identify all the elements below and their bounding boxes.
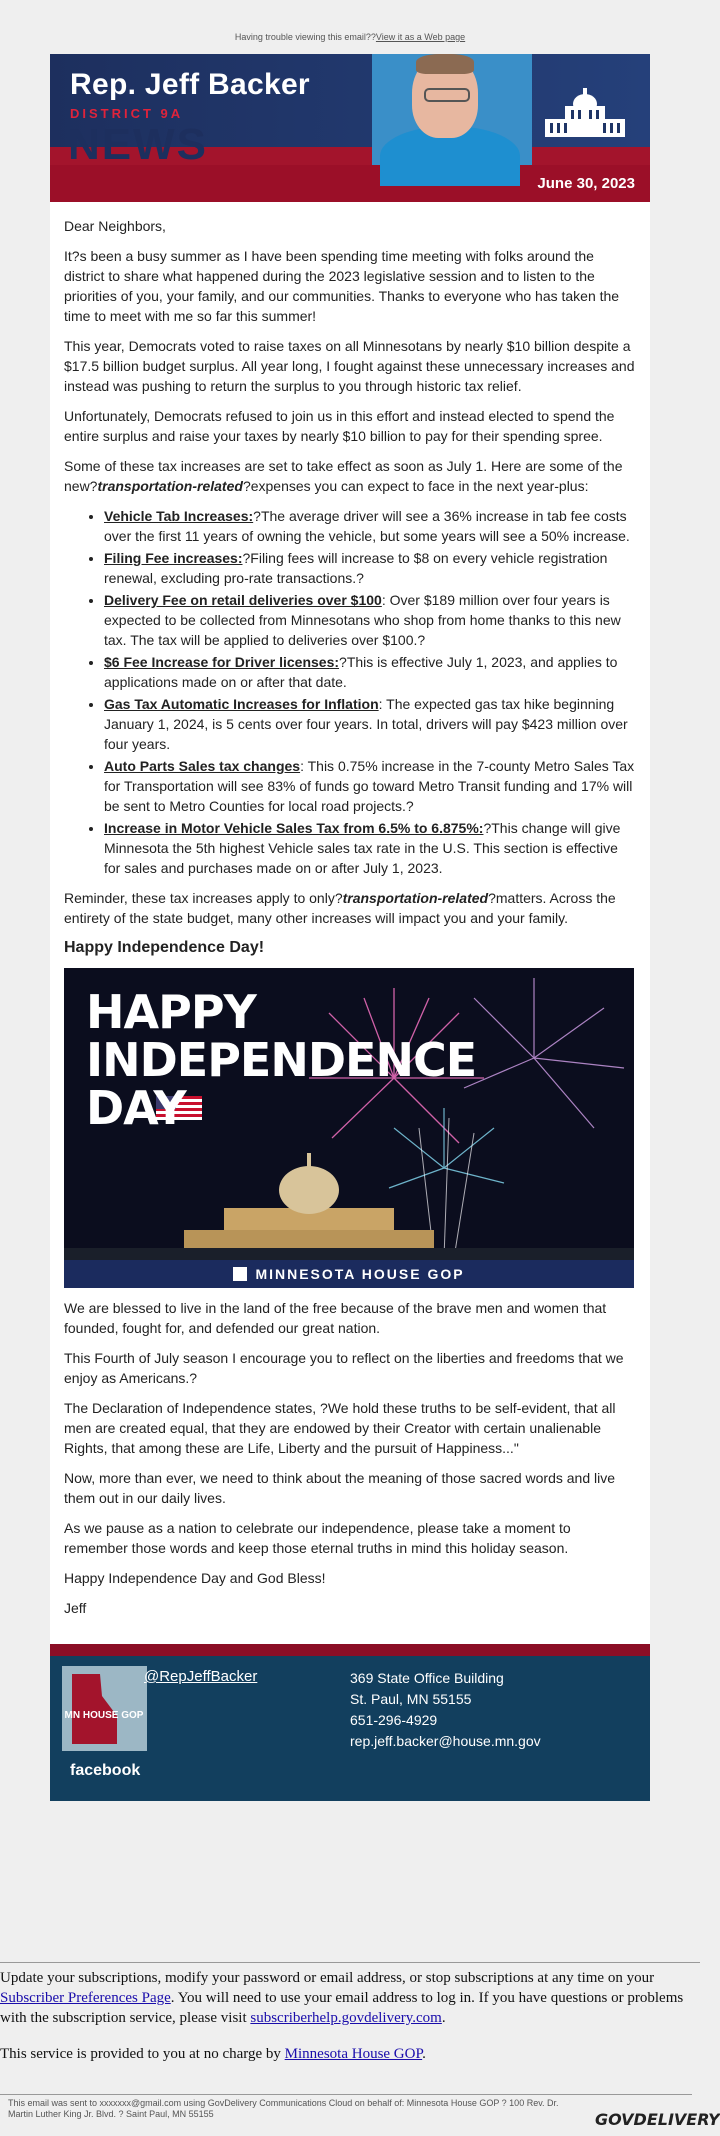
banner-line: INDEPENDENCE xyxy=(86,1033,477,1087)
subscription-notice xyxy=(0,1968,700,2064)
office-address xyxy=(350,1668,541,1752)
paragraph-meaning: Now, more than ever, we need to think about the meaning of those sacred words and live them out in our daily lives. xyxy=(64,1470,615,1506)
banner-band-text: MINNESOTA HOUSE GOP xyxy=(255,1266,465,1282)
independence-day-banner xyxy=(64,968,634,1288)
preheader xyxy=(0,0,700,46)
service-provided-text: This service is provided to you at no charge by Minnesota House GOP. xyxy=(0,2046,426,2062)
address-line1: 369 State Office Building xyxy=(350,1670,504,1686)
signoff: Jeff xyxy=(64,1600,87,1616)
paragraph-reminder: Reminder, these tax increases apply to only?transportation-related?matters. Across the entirety of the state budget, many other increases will impact you and your family. xyxy=(64,890,616,926)
govdelivery-logo[interactable]: GOVDELIVERY xyxy=(595,2110,720,2129)
list-item: • $6 Fee Increase for Driver licenses:?This is effective July 1, 2023, and applies to applications made on or after that date. xyxy=(104,652,636,692)
divider xyxy=(0,1962,700,1963)
section-heading: Happy Independence Day! xyxy=(64,939,265,956)
district-label: DISTRICT 9A xyxy=(70,106,184,121)
paragraph-taxes: This year, Democrats voted to raise taxes on all Minnesotans by nearly $10 billion despite a $17.5 billion budget surplus. All year long, I fought against these unnecessary increases and instead was pushing to return the surplus to you through historic tax relief. xyxy=(64,338,635,394)
list-item: • Increase in Motor Vehicle Sales Tax from 6.5% to 6.875%:?This change will give Minnesota the 5th highest Vehicle sales tax rate in the U.S. This section is effective for sales and purchases made on or after July 1, 2023. xyxy=(104,818,636,878)
rep-photo xyxy=(372,54,532,165)
email-card xyxy=(50,54,650,1801)
mn-gop-icon xyxy=(233,1267,247,1281)
email-body xyxy=(50,202,650,1644)
paragraph-transport-intro: Some of these tax increases are set to take effect as soon as July 1. Here are some of the new?transportation-related?expenses you can expect to face in the next year-plus: xyxy=(64,458,623,494)
list-item: • Vehicle Tab Increases:?The average driver will see a 36% increase in tab fee costs over the first 11 years of owning the vehicle, but some years will see a 50% increase. xyxy=(104,506,636,546)
newsletter-header xyxy=(50,54,650,202)
email-address: rep.jeff.backer@house.mn.gov xyxy=(350,1733,541,1749)
list-item: • Gas Tax Automatic Increases for Inflation: The expected gas tax hike beginning January 1, 2024, is 5 cents over four years. In total, drivers will pay $423 million over four years. xyxy=(104,694,636,754)
facebook-link[interactable] xyxy=(62,1666,147,1781)
paragraph-bless: Happy Independence Day and God Bless! xyxy=(64,1570,326,1586)
paragraph-surplus: Unfortunately, Democrats refused to join us in this effort and instead elected to spend the entire surplus and raise your taxes by nearly $10 billion to pay for their spending spree. xyxy=(64,408,615,444)
news-label: NEWS xyxy=(68,120,208,169)
view-web-link[interactable]: View it as a Web page xyxy=(375,32,466,42)
legal-footer: This email was sent to xxxxxxx@gmail.com using GovDelivery Communications Cloud on behalf of: Minnesota House GOP ? 100 Rev. Dr. Martin Luther King Jr. Blvd. ? Saint Paul, MN 55155 xyxy=(8,2098,559,2119)
house-gop-link[interactable]: Minnesota House GOP xyxy=(284,2046,423,2062)
banner-line: HAPPY xyxy=(86,985,256,1039)
subscriber-help-link[interactable]: subscriberhelp.govdelivery.com xyxy=(250,2010,442,2026)
banner-line: DAY xyxy=(86,1081,186,1135)
address-line2: St. Paul, MN 55155 xyxy=(350,1691,472,1707)
list-item: • Delivery Fee on retail deliveries over $100: Over $189 million over four years is expected to be collected from Minnesotans who shop from home thanks to this new tax. The tax will be applied to deliveries over $100.? xyxy=(104,590,636,650)
rep-name: Rep. Jeff Backer xyxy=(70,68,310,101)
banner-band xyxy=(64,1260,634,1288)
capitol-icon xyxy=(540,84,630,139)
subscriber-preferences-link[interactable]: Subscriber Preferences Page xyxy=(0,1990,171,2006)
list-item: • Auto Parts Sales tax changes: This 0.75% increase in the 7-county Metro Sales Tax for Transportation will see 83% of funds go toward Metro Transit funding and 17% will be sent to Metro Counties for local road projects.? xyxy=(104,756,636,816)
tax-increase-list xyxy=(64,506,636,878)
preheader-text: Having trouble viewing this email?? xyxy=(234,32,376,42)
mn-house-gop-logo-icon xyxy=(62,1666,147,1751)
paragraph-reflect: This Fourth of July season I encourage you to reflect on the liberties and freedoms that we enjoy as Americans.? xyxy=(64,1350,624,1386)
banner-title xyxy=(86,985,477,1135)
contact-footer xyxy=(50,1644,650,1801)
paragraph-pause: As we pause as a nation to celebrate our independence, please take a moment to remember those words and keep those eternal truths in mind this holiday season. xyxy=(64,1520,571,1556)
subscription-text: Update your subscriptions, modify your password or email address, or stop subscriptions at any time on your Subscriber Preferences Page. You will need to use your email address to log in. If you have questions or problems with the subscription service, please visit subscriberhelp.govdelivery.com. xyxy=(0,1970,684,2026)
paragraph-intro: It?s been a busy summer as I have been spending time meeting with folks around the district to share what happened during the 2023 legislative session and to listen to the priorities of you, your family, and our communities. Thanks to everyone who has taken the time to meet with me so far this summer! xyxy=(64,248,620,324)
facebook-handle-link[interactable]: @RepJeffBacker xyxy=(144,1668,258,1685)
divider xyxy=(0,2094,692,2095)
paragraph-blessed: We are blessed to live in the land of the free because of the brave men and women that founded, fought for, and defended our great nation. xyxy=(64,1300,607,1336)
facebook-label: facebook xyxy=(70,1762,141,1779)
paragraph-declaration: The Declaration of Independence states, ?We hold these truths to be self-evident, that all men are created equal, that they are endowed by their Creator with certain unalienable Rights, that among these are Life, Liberty and the pursuit of Happiness..." xyxy=(64,1400,616,1456)
svg-text:MN HOUSE GOP: MN HOUSE GOP xyxy=(64,1710,144,1721)
newsletter-date: June 30, 2023 xyxy=(537,175,635,192)
greeting: Dear Neighbors, xyxy=(64,218,166,234)
list-item: • Filing Fee increases:?Filing fees will increase to $8 on every vehicle registration renewal, excluding pro-rate transactions.? xyxy=(104,548,636,588)
phone-number: 651-296-4929 xyxy=(350,1712,438,1728)
